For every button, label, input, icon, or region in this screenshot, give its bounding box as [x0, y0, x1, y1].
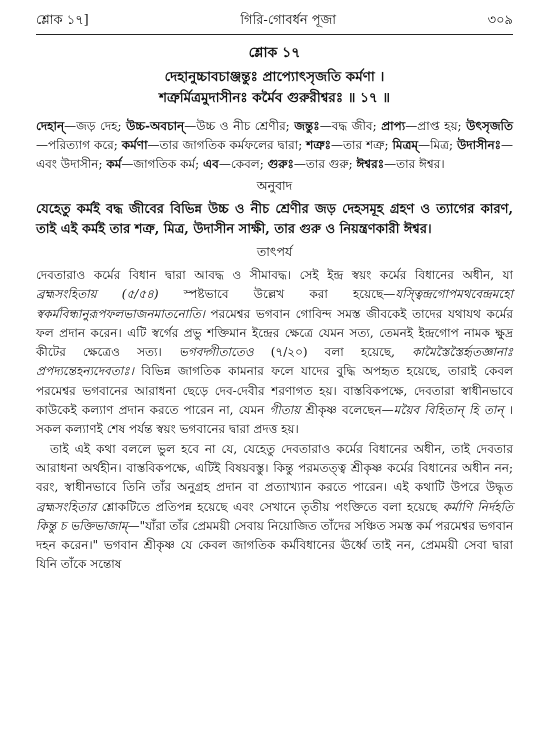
- quoted-scripture: কর্মাণি নির্দহতি কিন্তু চ ভক্তিভাজাম্: [36, 499, 514, 533]
- quoted-scripture: ব্রহ্মসংহিতার: [36, 499, 97, 514]
- purport-paragraph-2: [36, 440, 513, 575]
- synonym-term: কর্মণা: [121, 138, 148, 152]
- synonym-term: উচ্চ-অবচান্: [126, 119, 185, 133]
- synonym-meaning: —তার গুরু;: [293, 157, 357, 171]
- header-rule: [36, 34, 513, 35]
- purport-text: বিভিন্ন জাগতিক কামনার ফলে যাদের বুদ্ধি অপহৃত হয়েছে, তারাই কেবল পরমেশ্বর ভগবানের আরাধনা ছেড়ে দেব-দেবীর শরণাগত হয়। বাস্তবিকপক্ষে, দেবতারা স্বাধীনভাবে কাউকেই কল্যাণ প্রদান করতে পারেন না, যেমন: [36, 364, 513, 418]
- synonym-meaning: —এবং উদাসীন;: [36, 138, 514, 171]
- purport-text: পরমেশ্বর ভগবান গোবিন্দ সমস্ত জীবকেই তাদের যথাযথ কর্মের ফল প্রদান করেন। এটি স্বর্গের প্রভু শক্তিমান ইন্দ্রের ক্ষেত্রে যেমন সত্য, তেমনই ইন্দ্রগোপ নামক ক্ষুদ্র কীটের ক্ষেত্রেও সত্য।: [36, 306, 513, 360]
- purport-text: —"যাঁরা তাঁর প্রেমময়ী সেবায় নিয়োজিত তাঁদের সঞ্চিত সমস্ত কর্ম পরমেশ্বর ভগবান দহন করেন।" ভগবান শ্রীকৃষ্ণ যে কেবল জাগতিক কর্মবিধানের ঊর্ধ্বে তাই নন, প্রেমময়ী সেবা দ্বারা যিনি তাঁকে সন্তোষ: [36, 518, 513, 572]
- synonym-term: ঈশ্বরঃ: [356, 157, 385, 171]
- verse-number: শ্লোক ১৭: [248, 45, 301, 61]
- verse-line-2: শত্রুর্মিত্রমুদাসীনঃ কর্মৈব গুরুরীশ্বরঃ ॥ ১৭ ॥: [159, 90, 390, 106]
- quoted-scripture: যস্ত্বিন্দ্রগোপমথবেন্দ্রমহো স্বকর্মবিন্ধানুরূপফলভাজনমাতনোতি।: [36, 287, 513, 321]
- synonym-meaning: —তার শত্রু;: [331, 138, 393, 152]
- purport-heading: তাৎপর্য: [256, 244, 293, 259]
- header-chapter-title: গিরি-গোবর্ধন পূজা: [240, 13, 337, 28]
- quoted-scripture: কামৈস্তৈস্তৈর্হৃতজ্ঞানাঃ প্রপদ্যন্তেহন্যদেবতাঃ।: [36, 345, 514, 379]
- translation-heading: অনুবাদ: [256, 178, 293, 193]
- synonym-meaning: —মিত্র;: [418, 138, 457, 152]
- quoted-scripture: ব্রহ্মসংহিতায় (৫/৫৪): [36, 287, 159, 302]
- purport-text: । সকল কল্যাণই শেষ পর্যন্ত স্বয়ং ভগবানের দ্বারা প্রদত্ত হয়।: [36, 403, 513, 437]
- purport-text: শ্রীকৃষ্ণ বলেছেন—: [300, 403, 394, 418]
- purport-text: দেবতারাও কর্মের বিধান দ্বারা আবদ্ধ ও সীমাবদ্ধ। সেই ইন্দ্র স্বয়ং কর্মের বিধানের অধীন, যা: [36, 268, 513, 282]
- purport-paragraph-1: [36, 266, 513, 440]
- translation-text: যেহেতু কর্মই বদ্ধ জীবের বিভিন্ন উচ্চ ও নীচ শ্রেণীর জড় দেহসমূহ গ্রহণ ও ত্যাগের কারণ, তাই এই কর্মই তার শত্রু, মিত্র, উদাসীন সাক্ষী, তার গুরু ও নিয়ন্ত্রণকারী ঈশ্বর।: [36, 202, 513, 237]
- synonym-term: এব: [203, 157, 219, 171]
- purport-text: (৭/২০) বলা হয়েছে,: [253, 345, 413, 360]
- synonym-meaning: —প্রাপ্ত হয়;: [405, 119, 467, 133]
- word-for-word-synonyms: [36, 117, 513, 174]
- synonym-term: দেহান্: [36, 119, 65, 133]
- synonym-meaning: —জড় দেহ;: [64, 119, 127, 133]
- synonym-term: প্রাপ্য: [381, 119, 406, 133]
- purport-text: তাই এই কথা বললে ভুল হবে না যে, যেহেতু দেবতারাও কর্মের বিধানের অধীন, তাই দেবতার আরাধনা অর্থহীন। বাস্তবিকপক্ষে, এটিই বিষয়বস্তু। কিন্তু পরমতত্ত্ব শ্রীকৃষ্ণ কর্মের বিধানের অধীন নন; বরং, স্বাধীনভাবে তিনি তাঁর অনুগ্রহ প্রদান বা প্রত্যাখ্যান করতে পারেন। এই কথাটি উপরে উদ্ধৃত: [36, 441, 513, 495]
- synonym-meaning: —উচ্চ ও নীচ শ্রেণীর;: [184, 119, 295, 133]
- verse-line-1: দেহানুচ্চাবচাঞ্জন্তুঃ প্রাপ্যোৎসৃজতি কর্মণা ।: [164, 69, 385, 85]
- synonym-term: মিত্রম্: [392, 138, 419, 152]
- synonym-term: কর্ম: [106, 157, 122, 171]
- synonym-meaning: —তার ঈশ্বর।: [384, 157, 445, 171]
- synonym-meaning: —তার জাগতিক কর্মফলের দ্বারা;: [147, 138, 307, 152]
- synonym-meaning: —পরিত্যাগ করে;: [36, 138, 122, 152]
- synonym-meaning: —জাগতিক কর্ম;: [121, 157, 204, 171]
- header-page-number: ৩০৯: [487, 13, 513, 28]
- synonym-term: শত্রুঃ: [306, 138, 332, 152]
- purport-body: [36, 266, 513, 575]
- synonym-term: গুরুঃ: [267, 157, 294, 171]
- purport-text: শ্লোকটিতে প্রতিপন্ন হয়েছে এবং সেখানে তৃতীয় পংক্তিতে বলা হয়েছে: [96, 499, 443, 514]
- synonym-term: উদাসীনঃ: [456, 138, 502, 152]
- purport-text: স্পষ্টভাবে উল্লেখ করা হয়েছে—: [158, 287, 396, 302]
- quoted-scripture: ময়ৈব বিহিতান্ হি তান্: [393, 403, 504, 418]
- header-verse-ref: শ্লোক ১৭]: [36, 13, 89, 28]
- running-header: [36, 8, 513, 32]
- synonym-term: জন্তুঃ: [294, 119, 320, 133]
- quoted-scripture: ভগবদ্গীতাতেও: [178, 345, 254, 360]
- synonym-meaning: —কেবল;: [218, 157, 268, 171]
- quoted-scripture: গীতায়: [269, 403, 301, 418]
- synonym-meaning: —বদ্ধ জীব;: [319, 119, 382, 133]
- synonym-term: উৎসৃজতি: [466, 119, 513, 133]
